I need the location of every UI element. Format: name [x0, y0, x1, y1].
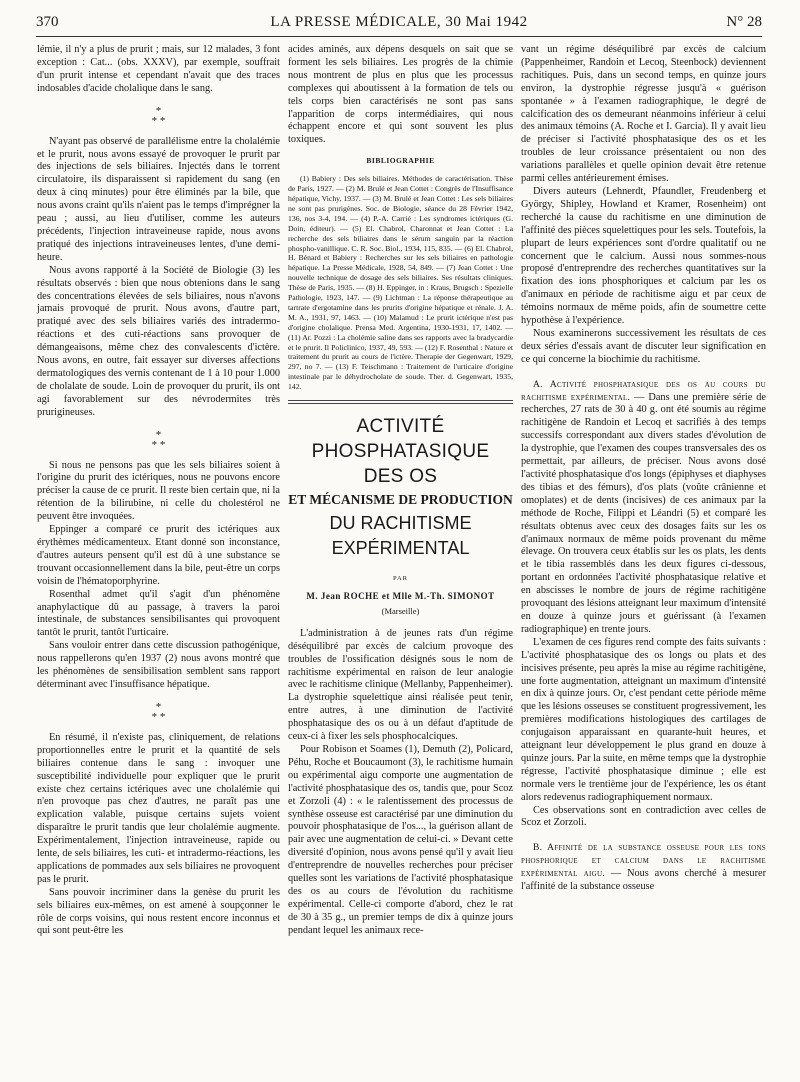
column-1: [37, 44, 280, 938]
paragraph: acides aminés, aux dépens desquels on sait que se forment les sels biliaires. Les progrès de la chimie nous montrent de plus en plus que les processus complexes qui aboutissent à la formation de tels ou tels corps bien caractérisés ne sont pas sans l'apparition de corps intermédiaires, qui nous échappent encore et qui sont souvent les plus toxiques.: [288, 44, 513, 146]
section-b-body: — Nous avons cherché à mesurer l'affinité de la substance osseuse: [521, 868, 767, 893]
section-a-body: — Dans une première série de recherches, 27 rats de 30 à 40 g. ont été soumis au régime rachitigène de Randoin et Lecoq et sacrifiés à des temps successifs correspondant aux divers stades d'évolution de la dystrophie, que l'examen des coupes transversales des os permettait, par ailleurs, de préciser. Nous avons dosé l'activité phosphatasique d'os longs (épiphyses et diaphyses des tibias et des fémurs), d'os plats (voûte crânienne et omoplates) et de dents (incisives) de ces animaux par la méthode de Roche, Filippi et Léandri (5) et comparé les résultats obtenus avec ceux des dosages faits sur les os d'animaux normaux de même poids provenant du même élevage. On trouvera ceux établis sur les os plats, les dents et le tibia rassemblés dans les deux figures ci-dessous, portant en ordonnées l'activité phosphatasique relative et en abscisses le nombre de jours de régime rachitigène provoquant des lésions atteignant leur maximum d'intensité en douze à quinze jours et guérissant (à l'examen radiographique) en trente jours.: [521, 391, 766, 635]
summary-paragraph: En résumé, il n'existe pas, cliniquement, de relations proportionnelles entre le prurit et la quantité de sels biliaires contenue dans le sang : invoquer une susceptibilité individuelle pour expliquer que le prurit existe chez certains ictériques avec une cholalémie qui n'en provoque pas chez d'autres, ne paraît pas une explication valable, puisque certains sujets voient disparaître le prurit tandis que leur cholalémie augmente. Expérimentalement, l'injection intraveineuse, rapide ou lente, de sels biliaires, les cuti- et intradermo-réactions, les applications de pommades aux sels biliaires ne provoquent pas le prurit.: [37, 731, 280, 885]
paragraph: Si nous ne pensons pas que les sels biliaires soient à l'origine du prurit des ictériques, nous ne pouvons encore préciser la cause de ce prurit. Il reste bien certain que, ni la rétention de la bilirubine, ni celle du cholestérol ne peuvent être invoquées.: [37, 459, 280, 523]
paragraph: lémie, il n'y a plus de prurit ; mais, sur 12 malades, 3 font exception : Cat... (obs. XXXV), par exemple, souffrait d'un prurit intense et cependant n'avait que des traces indosables d'acide cholalique dans le sang.: [37, 44, 280, 94]
section-separator: * * *: [151, 700, 166, 723]
article-divider: [288, 403, 513, 404]
paragraph: Pour Robison et Soames (1), Demuth (2), Policard, Péhu, Roche et Boucaumont (3), le rachitisme humain ou expérimental aigu comporte une augmentation de l'activité phosphatasique des os, tandis que, pour Scoz et Zorzoli (4) : « le ralentissement des processus de synthèse osseuse est caractérisé par une diminution du pouvoir phosphatasique de l'os..., la guérison allant de pair avec une augmentation de celui-ci. » Devant cette diversité d'opinion, nous avons pensé qu'il y avait lieu d'entreprendre de nouvelles recherches pour préciser quelles sont les variations de l'activité phosphatasique des os au cours de l'évolution du rachitisme expérimental. Celle-ci comporte d'abord, chez le rat de 30 à 35 g., un premier temps de dix à quinze jours pendant lequel les animaux rece-: [288, 743, 513, 936]
paragraph: Nous avons rapporté à la Société de Biologie (3) les résultats observés : bien que nous obtenions dans le sang des concentrations élevées de sels biliaires, nous n'avons jamais provoqué de prurit. Nous avons, d'autre part, pratiqué avec des sels biliaires variés des intradermo-réactions et des cuti-réactions sans provoquer de démangeaisons, même chez des convalescents d'ictère. Nous avons, en outre, fait essayer sur diverses affections dermatologiques des vernis contenant de 1 à 10 pour 1.000 de cholalate de soude. Loin de provoquer du prurit, ils ont agi favorablement sur des névrodermites très prurigineuses.: [37, 264, 280, 418]
paragraph: Ces observations sont en contradiction avec celles de Scoz et Zorzoli.: [521, 804, 766, 829]
section-b: [521, 842, 766, 894]
paragraph: Sans vouloir entrer dans cette discussion pathogénique, nous rappellerons qu'en 1937 (2) nous avons montré que les phénomènes de sensibilisation semblent sans rapport déterminant avec l'insuffisance hépatique.: [37, 640, 280, 690]
paragraph: Sans pouvoir incriminer dans la genèse du prurit les sels biliaires eux-mêmes, on est amené à soupçonner le rôle de corps voisins, qui nous restent encore inconnus et qui sont peut-être les: [37, 886, 280, 937]
article-divider: [288, 400, 513, 401]
paragraph: Eppinger a comparé ce prurit des ictériques aux érythèmes médicamenteux. Etant donné son inconstance, d'autres auteurs pensent qu'il est dû à une substance se trouvant occasionnellement dans la bile, peut-être un corps voisin de l'hématoporphyrine.: [37, 524, 280, 587]
paragraph: Divers auteurs (Lehnerdt, Pfaundler, Freudenberg et György, Shipley, Howland et Kramer, Rosenheim) ont recherché la cause du rachitisme en une diminution de l'affinité des pièces squelettiques pour les sels. Toutefois, la plupart de leurs expériences sont d'ordre qualitatif ou ne concernent que le calcium. Aussi nous sommes-nous proposé d'entreprendre des recherches quantitatives sur la fixation des ions phosphoriques et calcium par les os d'animaux en période de rachitisme aigu et par ceux de témoins normaux de même poids, afin de soumettre cette hypothèse à l'expérience.: [521, 185, 766, 327]
author-city: (Marseille): [381, 605, 420, 616]
article-authors: M. Jean ROCHE et Mlle M.-Th. SIMONOT: [306, 591, 495, 601]
section-a-heading: A. Activité phosphatasique des os au cours du rachitisme expérimental.: [521, 379, 766, 403]
page-header: [36, 14, 762, 34]
paragraph: N'ayant pas observé de parallélisme entre la cholalémie et le prurit, nous avons essayé de provoquer le prurit par des injections de sels biliaires. Injectés dans le torrent circulatoire, ils disparaissent si rapidement du sang (en deux à cinq minutes) pour être éliminés par la bile, que nous avons craint qu'ils n'aient pas le temps d'imprégner la peau ; aussi, au lieu d'utiliser, comme les auteurs précédents, l'injection intraveineuse rapide, nous avons pratiqué des injections intraveineuses lentes, d'une demi-heure.: [37, 135, 280, 263]
article-title-line: DU RACHITISME: [329, 513, 472, 534]
issue-number: N° 28: [726, 14, 762, 30]
paragraph: L'examen de ces figures rend compte des faits suivants : L'activité phosphatasique des os longs ou plats et des incisives présente, peu après la mise au régime rachitigène, une forte augmentation, atteignant un maximum d'intensité en dix à quinze jours. Or, c'est pendant cette période même que les lésions osseuses se constituent progressivement, les premières modifications histologiques des cartilages de conjugaison apparaissant en quarante-huit heures, et atteignant leur développement le plus grand en douze à quinze jours. Par la suite, en même temps que la dystrophie régresse, l'activité phosphatasique diminue ; elle est normale vers le trentième jour de l'expérience, les os étant alors redevenus radiographiquement normaux.: [521, 636, 766, 803]
article-title-line: ET MÉCANISME DE PRODUCTION: [288, 492, 513, 508]
section-separator: * * *: [151, 104, 166, 127]
section-b-heading: B. Affinité de la substance osseuse pour les ions phosphorique et calcium dans le rachitisme expérimental aigu.: [521, 843, 766, 880]
paragraph: L'administration à de jeunes rats d'un régime déséquilibré par excès de calcium provoque des troubles de l'ossification désignés sous le nom de rachitisme expérimental en raison de leur analogie avec le rachitisme clinique (Mellanby, Pappenheimer). La dystrophie squelettique ainsi réalisée peut tenir, entre autres, à une diminution de l'activité phosphatasique des os ou à un défaut d'aptitude de ceux-ci à fixer les sels phosphocalciques.: [288, 627, 513, 743]
bibliography-heading: BIBLIOGRAPHIE: [366, 156, 435, 166]
header-rule: [36, 36, 762, 37]
paragraph: vant un régime déséquilibré par excès de calcium (Pappenheimer, Randoin et Lecoq, Steenbock) deviennent rachitiques. Puis, dans un second temps, en quinze jours environ, la dystrophie régresse jusqu'à « guérison spontanée » à l'examen radiographique, le degré de calcification des os demeurant néanmoins inférieur à celui des animaux témoins (A. Roche et I. Garcia). Il y avait lieu de préciser si l'activité phosphatasique des os et les troubles de leur croissance présentaient ou non des variations parallèles et quelle opinion devait être retenue parmi celles antérieurement émises.: [521, 44, 766, 185]
section-separator: * * *: [151, 428, 166, 451]
bibliography: (1) Babiery : Des sels biliaires. Méthodes de caractérisation. Thèse de Paris, 1927. — (2) M. Brulé et Jean Cottet : Congrès de l'Insuffisance hépatique, Vichy, 1937. — (3) M. Brulé et Jean Cottet : Les sels biliaires ne sont pas prurigènes. Soc. de Biologie, séance du 28 Février 1942, 136, nos 3-4, 194. — (4) P.-A. Carrié : Les syndromes ictériques (G. Doin, éditeur). — (5) El. Chabrol, Charonnat et Jean Cottet : La recherche des sels biliaires dans le sérum sanguin par la réaction phospho-vanillique. C. R. Soc. Biol., 1934, 115, 835. — (6) El. Chabrol, H. Bénard et Babiery : Recherches sur les sels biliaires en pathologie hépatique. La Presse Médicale, 1928, 54, 849. — (7) Jean Cottet : Une nouvelle technique de dosage des sels biliaires. Ses résultats cliniques. Thèse de Paris, 1935. — (8) H. Eppinger, in : Kraus, Brugsch : Spezielle Pathologie, 1923, 147. — (9) Lichtman : La réponse thérapeutique au tartrate d'ergotamine dans les prurits d'origine hépatique et rénale. J. A. M. A., 1931, 97, 1463. — (10) Malamud : Le prurit ictérique n'est pas d'origine cholalique. Prensa Med. Argentina, 1930-1931, 17, 1402. — (11) Ar. Pozzi : La cholémie saline dans ses rapports avec la bradycardie et le prurit. Il Policlinico, 1937, 49, 593. — (12) F. Rosenthal : Nature et traitement du prurit au cours de l'ictère. Therapie der Gegenwart, 1929, 297, no 7. — (13) F. Teischmann : Traitement de l'urticaire d'origine intestinale par le déhydrocholate de soude. Ther. d. Gegenwart, 1935, 142.: [288, 174, 513, 392]
section-a: [521, 379, 766, 637]
paragraph: Rosenthal admet qu'il s'agit d'un phénomène anaphylactique dû au passage, à travers la paroi intestinale, de substances sensibilisantes qui provoquent tantôt le prurit, tantôt l'urticaire.: [37, 588, 280, 639]
article-title-line: ACTIVITÉ PHOSPHATASIQUE: [311, 416, 490, 463]
journal-title: LA PRESSE MÉDICALE, 30 Mai 1942: [270, 14, 528, 30]
column-2: [288, 44, 513, 938]
page-number: 370: [36, 14, 59, 30]
article-title-line: EXPÉRIMENTAL: [331, 538, 470, 559]
column-3: [521, 44, 766, 894]
byline-par: PAR: [392, 575, 409, 583]
paragraph: Nous examinerons successivement les résultats de ces deux séries d'essais avant de discuter leur signification en ce qui concerne la biochimie du rachitisme.: [521, 327, 766, 365]
article-title-line: DES OS: [363, 466, 438, 488]
